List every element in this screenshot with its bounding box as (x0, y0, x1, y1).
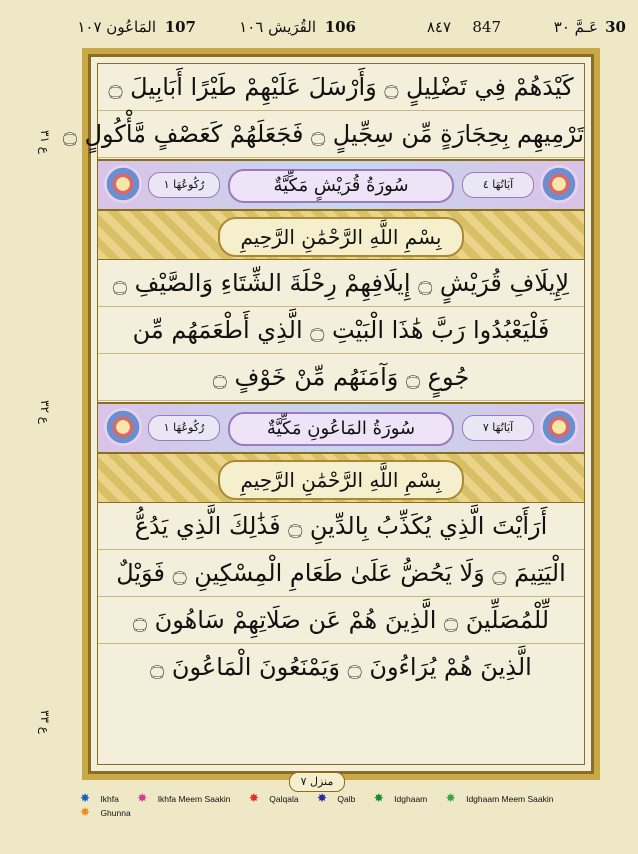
page-frame (62, 48, 600, 780)
para-number: 30 (605, 18, 626, 36)
surah2-number: 107 (164, 18, 196, 36)
ornament-icon (540, 165, 578, 203)
verse-line: كَيْدَهُمْ فِي تَضْلِيلٍ ۝ وَأَرْسَلَ عَلَيْهِمْ طَيْرًا أَبَابِيلَ ۝ (98, 64, 584, 111)
surah1-number: 106 (324, 18, 356, 36)
ayat-count: آيَاتُهَا ٤ (462, 172, 534, 198)
star-icon: ✸ (80, 805, 91, 819)
verse-line: الَّذِينَ هُمْ يُرَاءُونَ ۝ وَيَمْنَعُونَ الْمَاعُونَ ۝ (150, 653, 532, 681)
para-name: عَـمَّ ٣٠ (553, 18, 598, 36)
ruku-count: رُكُوعُهَا ١ (148, 172, 220, 198)
text-area (62, 63, 585, 765)
surah-header-maun (98, 402, 584, 454)
bismillah-band (98, 211, 584, 260)
legend-item: ✸ Ikhfa (80, 791, 119, 805)
ornament-icon (540, 408, 578, 446)
star-icon: ✸ (316, 791, 328, 805)
legend-item: ✸ Ghunna (80, 805, 131, 819)
ruku-count: رُكُوعُهَا ١ (148, 415, 220, 441)
star-icon: ✸ (445, 791, 456, 805)
tajweed-legend (80, 791, 580, 819)
surah-title: سُورَةُ قُرَيْشٍ مَكِّيَّةٌ (228, 169, 454, 203)
page-header (12, 8, 626, 46)
page-number-arabic: ٨٤٧ (426, 18, 451, 36)
surah-header-quraysh (98, 159, 584, 211)
legend-item: ✸ Idghaam (373, 791, 428, 805)
legend-item: ✸ Qalqala (248, 791, 299, 805)
surah-title: سُورَةُ المَاعُونِ مَكِّيَّةٌ (228, 412, 454, 446)
ayat-count: آيَاتُهَا ٧ (462, 415, 534, 441)
star-icon: ✸ (137, 791, 148, 805)
legend-item: ✸ Ikhfa Meem Saakin (137, 791, 231, 805)
verse-line: لِّلْمُصَلِّينَ ۝ الَّذِينَ هُمْ عَن صَلَاتِهِمْ سَاهُونَ ۝ (98, 597, 584, 644)
ornament-icon (104, 408, 142, 446)
star-icon: ✸ (248, 791, 259, 805)
verse-line: جُوعٍ ۝ وَآمَنَهُم مِّنْ خَوْفٍ ۝ (98, 354, 584, 401)
verse-line: لِإِيلَافِ قُرَيْشٍ ۝ إِيلَافِهِمْ رِحْلَةَ الشِّتَاءِ وَالصَّيْفِ ۝ (98, 260, 584, 307)
verse-line: فَلْيَعْبُدُوا رَبَّ هَٰذَا الْبَيْتِ ۝ الَّذِي أَطْعَمَهُم مِّن (98, 307, 584, 354)
ruku-marker-2: ع ٣٢ (38, 400, 52, 424)
bismillah-text: بِسْمِ اللَّهِ الرَّحْمَٰنِ الرَّحِيمِ (218, 217, 464, 257)
manzil-label: منزل ٧ (289, 772, 345, 792)
verse-line: تَرْمِيهِم بِحِجَارَةٍ مِّن سِجِّيلٍ ۝ فَجَعَلَهُمْ كَعَصْفٍ مَّأْكُولٍ ۝ (98, 111, 584, 158)
legend-item: ✸ Idghaam Meem Saakin (445, 791, 554, 805)
ruku-marker-3: ع ٣٣ (38, 710, 52, 734)
legend-item: ✸ Qalb (316, 791, 356, 805)
star-icon: ✸ (373, 791, 384, 805)
verse-line: الْيَتِيمَ ۝ وَلَا يَحُضُّ عَلَىٰ طَعَامِ الْمِسْكِينِ ۝ فَوَيْلٌ (98, 550, 584, 597)
ruku-marker-1: ع ٣١ (38, 130, 52, 154)
verse-line: أَرَأَيْتَ الَّذِي يُكَذِّبُ بِالدِّينِ ۝ فَذَٰلِكَ الَّذِي يَدُعُّ (98, 503, 584, 550)
bismillah-band (98, 454, 584, 503)
page-number: 847 (472, 18, 501, 36)
surah2-name: المَاعُون ١٠٧ (77, 18, 156, 36)
ornament-icon (104, 165, 142, 203)
bismillah-text: بِسْمِ اللَّهِ الرَّحْمَٰنِ الرَّحِيمِ (218, 460, 464, 500)
star-icon: ✸ (80, 791, 91, 805)
surah1-name: القُرَيش ١٠٦ (239, 18, 316, 36)
